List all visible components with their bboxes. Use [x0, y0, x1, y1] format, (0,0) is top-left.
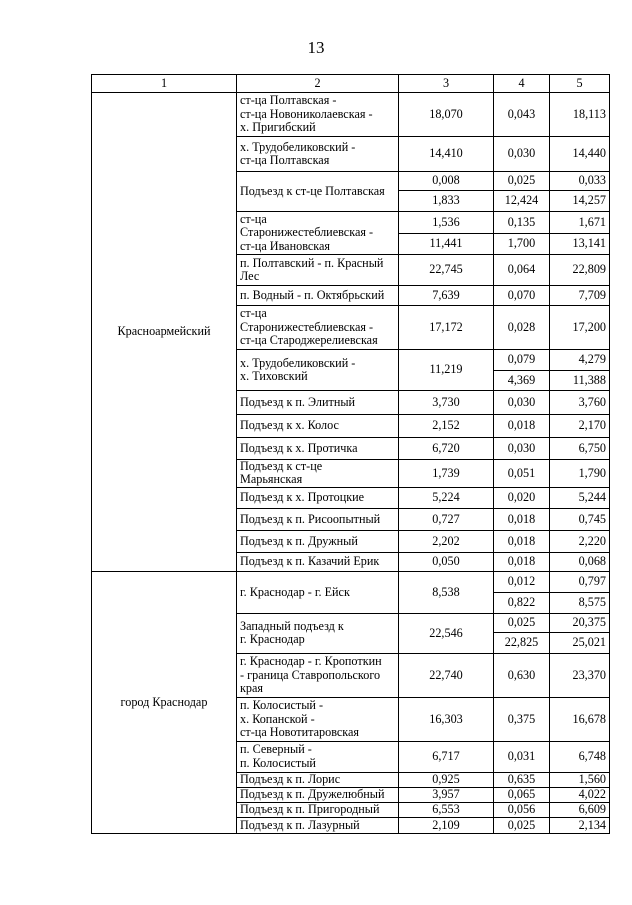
- road-name-cell: Подъезд к ст-це Марьянская: [237, 460, 399, 488]
- value-col5-cell: 14,257: [550, 191, 610, 212]
- value-col5-cell: 23,370: [550, 653, 610, 697]
- value-col5-cell: 4,279: [550, 350, 610, 371]
- value-col4-cell: 0,020: [494, 487, 550, 508]
- value-col4-cell: 0,012: [494, 571, 550, 592]
- value-col5-cell: 14,440: [550, 137, 610, 172]
- column-header-3: 3: [399, 75, 494, 93]
- column-header-2: 2: [237, 75, 399, 93]
- value-col5-cell: 20,375: [550, 613, 610, 632]
- value-col5-cell: 2,220: [550, 530, 610, 552]
- value-col4-cell: 12,424: [494, 191, 550, 212]
- length-cell: 3,957: [399, 787, 494, 802]
- table-header: [92, 75, 610, 93]
- value-col4-cell: 0,056: [494, 802, 550, 817]
- value-col5-cell: 16,678: [550, 697, 610, 741]
- value-col5-cell: 11,388: [550, 371, 610, 391]
- value-col5-cell: 2,170: [550, 415, 610, 438]
- length-cell: 7,639: [399, 286, 494, 306]
- length-cell: 22,546: [399, 613, 494, 653]
- value-col4-cell: 0,018: [494, 508, 550, 530]
- value-col5-cell: 18,113: [550, 93, 610, 137]
- value-col5-cell: 0,745: [550, 508, 610, 530]
- value-col5-cell: 1,671: [550, 212, 610, 234]
- length-cell: 0,050: [399, 552, 494, 571]
- road-name-cell: ст-ца Старонижестеблиевская - ст-ца Староджерелиевская: [237, 306, 399, 350]
- value-col4-cell: 0,375: [494, 697, 550, 741]
- length-cell: 5,224: [399, 487, 494, 508]
- value-col4-cell: 0,051: [494, 460, 550, 488]
- column-header-1: 1: [92, 75, 237, 93]
- road-name-cell: Подъезд к п. Рисоопытный: [237, 508, 399, 530]
- value-col5-cell: 4,022: [550, 787, 610, 802]
- road-name-cell: г. Краснодар - г. Ейск: [237, 571, 399, 613]
- length-cell: 14,410: [399, 137, 494, 172]
- value-col4-cell: 0,064: [494, 255, 550, 286]
- value-col5-cell: 25,021: [550, 632, 610, 653]
- value-col5-cell: 17,200: [550, 306, 610, 350]
- value-col4-cell: 0,025: [494, 172, 550, 191]
- length-cell: 1,739: [399, 460, 494, 488]
- length-cell: 1,536: [399, 212, 494, 234]
- value-col4-cell: 1,700: [494, 234, 550, 255]
- value-col4-cell: 0,065: [494, 787, 550, 802]
- value-col5-cell: 8,575: [550, 592, 610, 613]
- road-name-cell: ст-ца Полтавская - ст-ца Новониколаевская - х. Пригибский: [237, 93, 399, 137]
- road-name-cell: п. Полтавский - п. Красный Лес: [237, 255, 399, 286]
- road-name-cell: г. Краснодар - г. Кропоткин - граница Ставропольского края: [237, 653, 399, 697]
- value-col4-cell: 0,025: [494, 817, 550, 833]
- value-col5-cell: 1,790: [550, 460, 610, 488]
- length-cell: 0,008: [399, 172, 494, 191]
- road-table: [91, 74, 610, 834]
- value-col4-cell: 0,025: [494, 613, 550, 632]
- page-number: 13: [307, 38, 325, 57]
- length-cell: 8,538: [399, 571, 494, 613]
- value-col5-cell: 6,748: [550, 741, 610, 772]
- length-cell: 2,109: [399, 817, 494, 833]
- value-col4-cell: 0,018: [494, 530, 550, 552]
- value-col4-cell: 0,822: [494, 592, 550, 613]
- road-name-cell: Западный подъезд к г. Краснодар: [237, 613, 399, 653]
- road-name-cell: Подъезд к х. Протичка: [237, 438, 399, 460]
- length-cell: 0,925: [399, 772, 494, 787]
- table-row: [92, 571, 610, 592]
- value-col4-cell: 0,030: [494, 137, 550, 172]
- value-col4-cell: 0,028: [494, 306, 550, 350]
- value-col4-cell: 0,030: [494, 391, 550, 415]
- value-col4-cell: 0,031: [494, 741, 550, 772]
- road-name-cell: п. Колосистый - х. Копанской - ст-ца Новотитаровская: [237, 697, 399, 741]
- length-cell: 18,070: [399, 93, 494, 137]
- value-col4-cell: 0,043: [494, 93, 550, 137]
- value-col5-cell: 7,709: [550, 286, 610, 306]
- road-name-cell: Подъезд к х. Протоцкие: [237, 487, 399, 508]
- length-cell: 2,202: [399, 530, 494, 552]
- table-body: [92, 93, 610, 834]
- road-name-cell: Подъезд к п. Дружный: [237, 530, 399, 552]
- length-cell: 16,303: [399, 697, 494, 741]
- road-name-cell: Подъезд к п. Казачий Ерик: [237, 552, 399, 571]
- road-name-cell: Подъезд к х. Колос: [237, 415, 399, 438]
- value-col4-cell: 22,825: [494, 632, 550, 653]
- column-header-5: 5: [550, 75, 610, 93]
- road-name-cell: Подъезд к п. Элитный: [237, 391, 399, 415]
- value-col4-cell: 0,079: [494, 350, 550, 371]
- length-cell: 1,833: [399, 191, 494, 212]
- value-col4-cell: 0,030: [494, 438, 550, 460]
- length-cell: 3,730: [399, 391, 494, 415]
- road-name-cell: Подъезд к п. Лазурный: [237, 817, 399, 833]
- value-col4-cell: 0,018: [494, 552, 550, 571]
- length-cell: 11,441: [399, 234, 494, 255]
- road-name-cell: п. Северный - п. Колосистый: [237, 741, 399, 772]
- value-col5-cell: 6,750: [550, 438, 610, 460]
- value-col4-cell: 0,070: [494, 286, 550, 306]
- district-cell: Красноармейский: [92, 93, 237, 572]
- value-col5-cell: 13,141: [550, 234, 610, 255]
- column-header-4: 4: [494, 75, 550, 93]
- road-name-cell: Подъезд к п. Дружелюбный: [237, 787, 399, 802]
- value-col5-cell: 0,068: [550, 552, 610, 571]
- length-cell: 2,152: [399, 415, 494, 438]
- value-col4-cell: 0,635: [494, 772, 550, 787]
- value-col4-cell: 4,369: [494, 371, 550, 391]
- length-cell: 0,727: [399, 508, 494, 530]
- value-col4-cell: 0,630: [494, 653, 550, 697]
- value-col5-cell: 3,760: [550, 391, 610, 415]
- value-col4-cell: 0,018: [494, 415, 550, 438]
- value-col5-cell: 0,033: [550, 172, 610, 191]
- road-name-cell: Подъезд к п. Лорис: [237, 772, 399, 787]
- value-col5-cell: 0,797: [550, 571, 610, 592]
- length-cell: 6,720: [399, 438, 494, 460]
- road-name-cell: х. Трудобеликовский - х. Тиховский: [237, 350, 399, 391]
- road-name-cell: ст-ца Старонижестеблиевская - ст-ца Ивановская: [237, 212, 399, 255]
- road-name-cell: х. Трудобеликовский - ст-ца Полтавская: [237, 137, 399, 172]
- road-name-cell: Подъезд к ст-це Полтавская: [237, 172, 399, 212]
- value-col5-cell: 22,809: [550, 255, 610, 286]
- value-col5-cell: 1,560: [550, 772, 610, 787]
- length-cell: 6,717: [399, 741, 494, 772]
- table-row: [92, 93, 610, 137]
- district-cell: город Краснодар: [92, 571, 237, 833]
- length-cell: 22,740: [399, 653, 494, 697]
- header-row: [92, 75, 610, 93]
- road-name-cell: п. Водный - п. Октябрьский: [237, 286, 399, 306]
- length-cell: 11,219: [399, 350, 494, 391]
- value-col5-cell: 5,244: [550, 487, 610, 508]
- length-cell: 6,553: [399, 802, 494, 817]
- value-col5-cell: 6,609: [550, 802, 610, 817]
- road-name-cell: Подъезд к п. Пригородный: [237, 802, 399, 817]
- value-col5-cell: 2,134: [550, 817, 610, 833]
- value-col4-cell: 0,135: [494, 212, 550, 234]
- length-cell: 22,745: [399, 255, 494, 286]
- length-cell: 17,172: [399, 306, 494, 350]
